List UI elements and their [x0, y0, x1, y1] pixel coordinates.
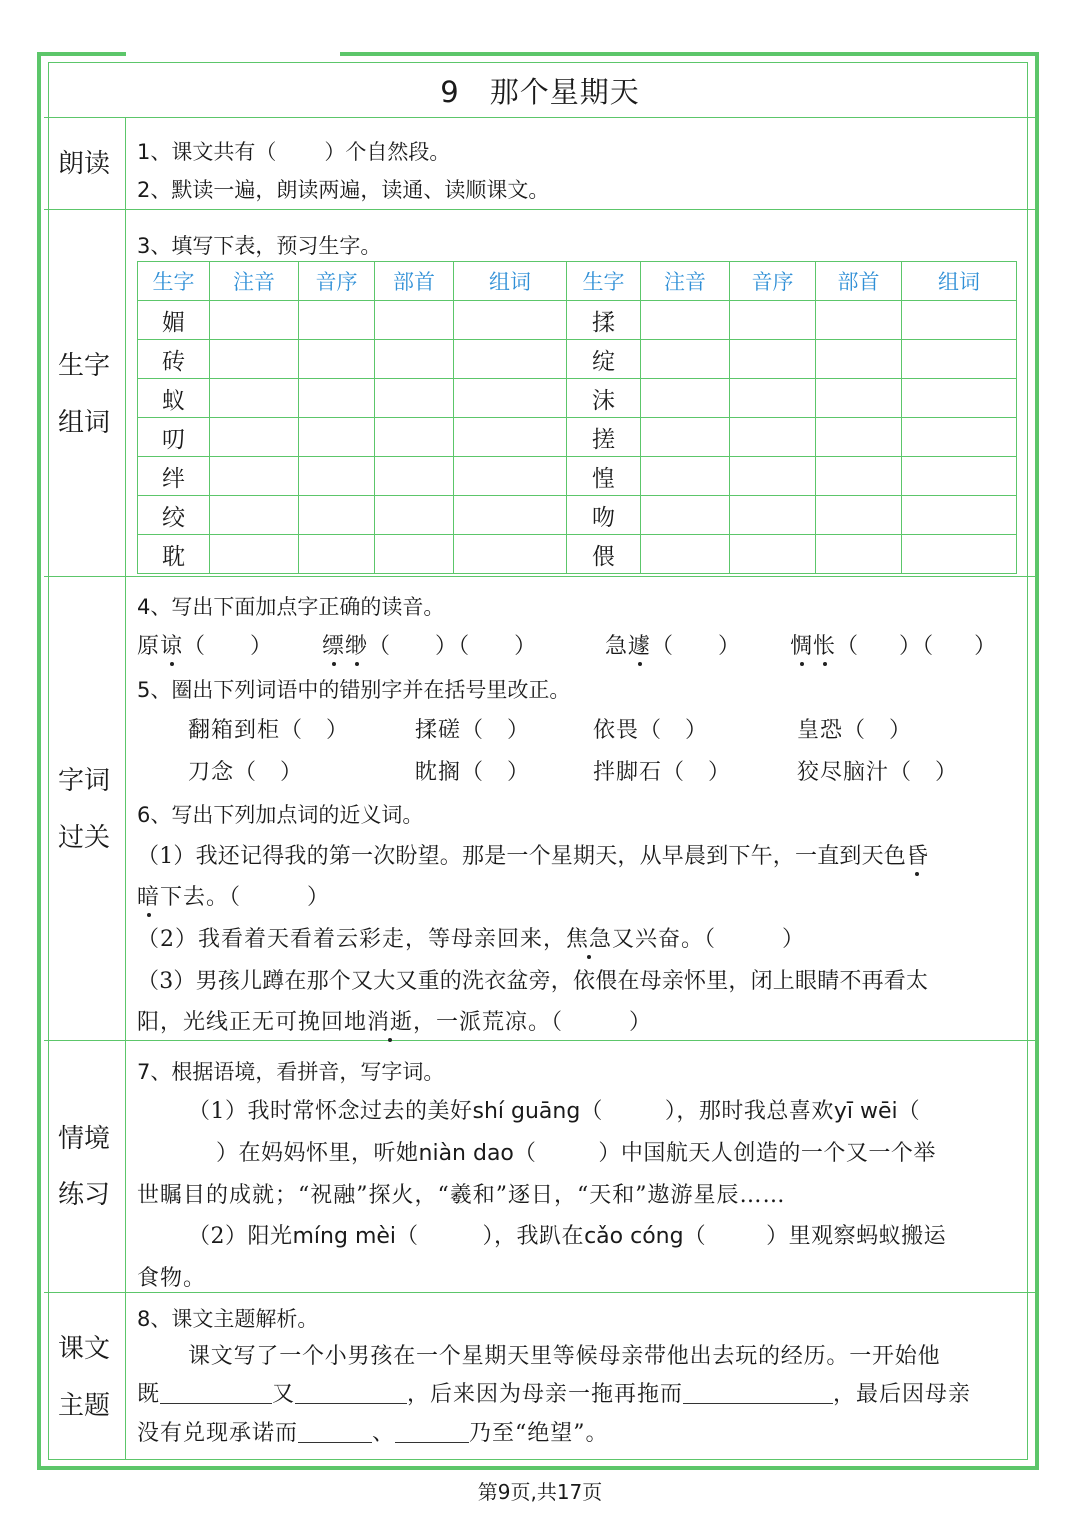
q4-word-2: 缥缈（ ）（ ） [322, 634, 538, 659]
answer-cell[interactable] [299, 340, 375, 379]
answer-cell[interactable] [210, 379, 299, 418]
q8-line-2: 既 又 ，后来因为母亲一拖再拖而 ，最后因母亲 [137, 1382, 972, 1407]
divider [44, 576, 1036, 577]
char-cell: 蚁 [138, 379, 210, 418]
answer-cell[interactable] [210, 301, 299, 340]
q5-item: 翻箱到柜（ ） [188, 718, 350, 743]
answer-cell[interactable] [816, 457, 902, 496]
answer-cell[interactable] [816, 301, 902, 340]
answer-cell[interactable] [730, 301, 816, 340]
answer-cell[interactable] [454, 496, 567, 535]
q8-line-1: 课文写了一个小男孩在一个星期天里等候母亲带他出去玩的经历。一开始他 [188, 1344, 941, 1369]
q8-line-3: 没有兑现承诺而 、 乃至“绝望”。 [137, 1421, 609, 1446]
q4-word-3: 急遽（ ） [605, 634, 742, 659]
answer-cell[interactable] [454, 301, 567, 340]
answer-cell[interactable] [902, 457, 1017, 496]
answer-cell[interactable] [902, 535, 1017, 574]
section-label-new-chars-2: 组词 [57, 408, 110, 438]
answer-cell[interactable] [210, 457, 299, 496]
header-cell: 注音 [210, 262, 299, 301]
table-row [138, 301, 1017, 340]
answer-cell[interactable] [902, 301, 1017, 340]
answer-cell[interactable] [375, 340, 454, 379]
answer-cell[interactable] [454, 457, 567, 496]
table-row [138, 340, 1017, 379]
answer-cell[interactable] [816, 379, 902, 418]
divider [44, 1040, 1036, 1041]
table-row [138, 457, 1017, 496]
answer-cell[interactable] [730, 340, 816, 379]
char-cell: 偎 [567, 535, 641, 574]
divider [44, 117, 1036, 118]
answer-cell[interactable] [299, 535, 375, 574]
answer-cell[interactable] [454, 340, 567, 379]
answer-cell[interactable] [816, 496, 902, 535]
answer-cell[interactable] [299, 379, 375, 418]
char-cell: 叨 [138, 418, 210, 457]
table-row [138, 379, 1017, 418]
answer-blank[interactable] [683, 1381, 833, 1404]
answer-cell[interactable] [454, 418, 567, 457]
answer-blank[interactable] [160, 1381, 272, 1404]
answer-cell[interactable] [641, 379, 730, 418]
header-cell: 部首 [375, 262, 454, 301]
header-cell: 注音 [641, 262, 730, 301]
answer-cell[interactable] [375, 418, 454, 457]
page-footer: 第9页,共17页 [477, 1480, 603, 1504]
answer-cell[interactable] [730, 457, 816, 496]
q7-line-2: ）在妈妈怀里，听她niàn dao（ ）中国航天人创造的一个又一个举 [216, 1141, 936, 1166]
answer-cell[interactable] [375, 496, 454, 535]
answer-cell[interactable] [454, 535, 567, 574]
answer-blank[interactable] [395, 1420, 469, 1443]
char-cell: 揉 [567, 301, 641, 340]
q5-item: 皇恐（ ） [797, 718, 913, 743]
question-2: 2、默读一遍，朗读两遍，读通、读顺课文。 [137, 178, 550, 202]
header-cell: 组词 [454, 262, 567, 301]
section-label-theme-1: 课文 [57, 1334, 110, 1364]
q7-line-1: （1）我时常怀念过去的美好shí guāng（ ），那时我总喜欢yī wēi（ [188, 1099, 921, 1124]
character-table [137, 261, 1017, 574]
answer-cell[interactable] [730, 418, 816, 457]
answer-blank[interactable] [295, 1381, 407, 1404]
answer-cell[interactable] [730, 496, 816, 535]
table-row [138, 418, 1017, 457]
q7-line-3: 世瞩目的成就；“祝融”探火，“羲和”逐日，“天和”遨游星辰…… [137, 1183, 786, 1208]
q6-sentence-1: （1）我还记得我的第一次盼望。那是一个星期天，从早晨到下午，一直到天色昏 [137, 844, 929, 869]
header-cell: 生字 [138, 262, 210, 301]
question-4-prompt: 4、写出下面加点字正确的读音。 [137, 595, 445, 619]
char-cell: 耽 [138, 535, 210, 574]
answer-cell[interactable] [375, 301, 454, 340]
question-5-prompt: 5、圈出下列词语中的错别字并在括号里改正。 [137, 678, 571, 702]
char-cell: 搓 [567, 418, 641, 457]
answer-cell[interactable] [730, 379, 816, 418]
answer-cell[interactable] [375, 379, 454, 418]
question-3-prompt: 3、填写下表，预习生字。 [137, 234, 382, 258]
table-row [138, 535, 1017, 574]
table-header-row [138, 262, 1017, 301]
section-label-reading: 朗读 [57, 149, 110, 179]
section-label-words-2: 过关 [57, 823, 110, 853]
divider [44, 209, 1036, 210]
question-8-prompt: 8、课文主题解析。 [137, 1307, 319, 1331]
answer-cell[interactable] [299, 457, 375, 496]
question-1: 1、课文共有（ ）个自然段。 [137, 140, 451, 164]
answer-cell[interactable] [210, 496, 299, 535]
answer-cell[interactable] [454, 379, 567, 418]
question-6-prompt: 6、写出下列加点词的近义词。 [137, 803, 424, 827]
section-label-context-1: 情境 [57, 1124, 110, 1154]
answer-cell[interactable] [299, 496, 375, 535]
header-cell: 生字 [567, 262, 641, 301]
answer-cell[interactable] [816, 535, 902, 574]
answer-cell[interactable] [902, 496, 1017, 535]
answer-cell[interactable] [641, 457, 730, 496]
char-cell: 绞 [138, 496, 210, 535]
header-cell: 组词 [902, 262, 1017, 301]
header-cell: 音序 [299, 262, 375, 301]
question-7-prompt: 7、根据语境，看拼音，写字词。 [137, 1060, 445, 1084]
char-cell: 媚 [138, 301, 210, 340]
lesson-number: 9 [440, 75, 460, 109]
q7-line-4: （2）阳光míng mèi（ ），我趴在cǎo cóng（ ）里观察蚂蚁搬运 [188, 1224, 947, 1249]
answer-cell[interactable] [641, 496, 730, 535]
answer-cell[interactable] [210, 340, 299, 379]
q6-sentence-2: （2）我看着天看着云彩走，等母亲回来，焦急又兴奋。（ ） [137, 927, 806, 952]
frame-gap [126, 44, 340, 60]
q5-item: 狡尽脑汁（ ） [797, 760, 959, 785]
q5-item: 拌脚石（ ） [593, 760, 732, 785]
char-cell: 绽 [567, 340, 641, 379]
q6-sentence-3-cont: 阳，光线正无可挽回地消逝，一派荒凉。（ ） [137, 1010, 653, 1035]
char-cell: 惶 [567, 457, 641, 496]
answer-cell[interactable] [902, 379, 1017, 418]
answer-cell[interactable] [902, 340, 1017, 379]
answer-cell[interactable] [902, 418, 1017, 457]
answer-cell[interactable] [730, 535, 816, 574]
answer-cell[interactable] [375, 535, 454, 574]
answer-cell[interactable] [641, 340, 730, 379]
answer-cell[interactable] [299, 418, 375, 457]
q6-sentence-1-cont: 暗下去。（ ） [137, 885, 331, 910]
q7-line-5: 食物。 [137, 1266, 207, 1291]
divider [44, 1292, 1036, 1293]
lesson-title: 那个星期天 [489, 75, 640, 109]
q4-word-1: 原谅（ ） [137, 634, 274, 659]
char-cell: 绊 [138, 457, 210, 496]
char-cell: 沫 [567, 379, 641, 418]
answer-cell[interactable] [210, 535, 299, 574]
answer-cell[interactable] [641, 535, 730, 574]
char-cell: 吻 [567, 496, 641, 535]
page-title [0, 70, 1080, 111]
answer-cell[interactable] [375, 457, 454, 496]
answer-cell[interactable] [641, 418, 730, 457]
answer-cell[interactable] [210, 418, 299, 457]
q5-item: 揉磋（ ） [415, 718, 531, 743]
section-label-new-chars-1: 生字 [57, 351, 110, 381]
answer-cell[interactable] [816, 340, 902, 379]
answer-cell[interactable] [816, 418, 902, 457]
answer-cell[interactable] [641, 301, 730, 340]
header-cell: 音序 [730, 262, 816, 301]
q4-word-4: 惆怅（ ）（ ） [790, 634, 998, 659]
table-row [138, 496, 1017, 535]
q5-item: 依畏（ ） [593, 718, 709, 743]
q5-item: 刀念（ ） [188, 760, 304, 785]
answer-blank[interactable] [298, 1420, 372, 1443]
header-cell: 部首 [816, 262, 902, 301]
section-label-words-1: 字词 [57, 766, 110, 796]
section-label-context-2: 练习 [57, 1180, 110, 1210]
char-cell: 砖 [138, 340, 210, 379]
q5-item: 眈搁（ ） [415, 760, 531, 785]
q6-sentence-3: （3）男孩儿蹲在那个又大又重的洗衣盆旁，依偎在母亲怀里，闭上眼睛不再看太 [137, 969, 929, 994]
answer-cell[interactable] [299, 301, 375, 340]
section-label-theme-2: 主题 [57, 1391, 110, 1421]
label-column-divider [125, 118, 126, 1460]
